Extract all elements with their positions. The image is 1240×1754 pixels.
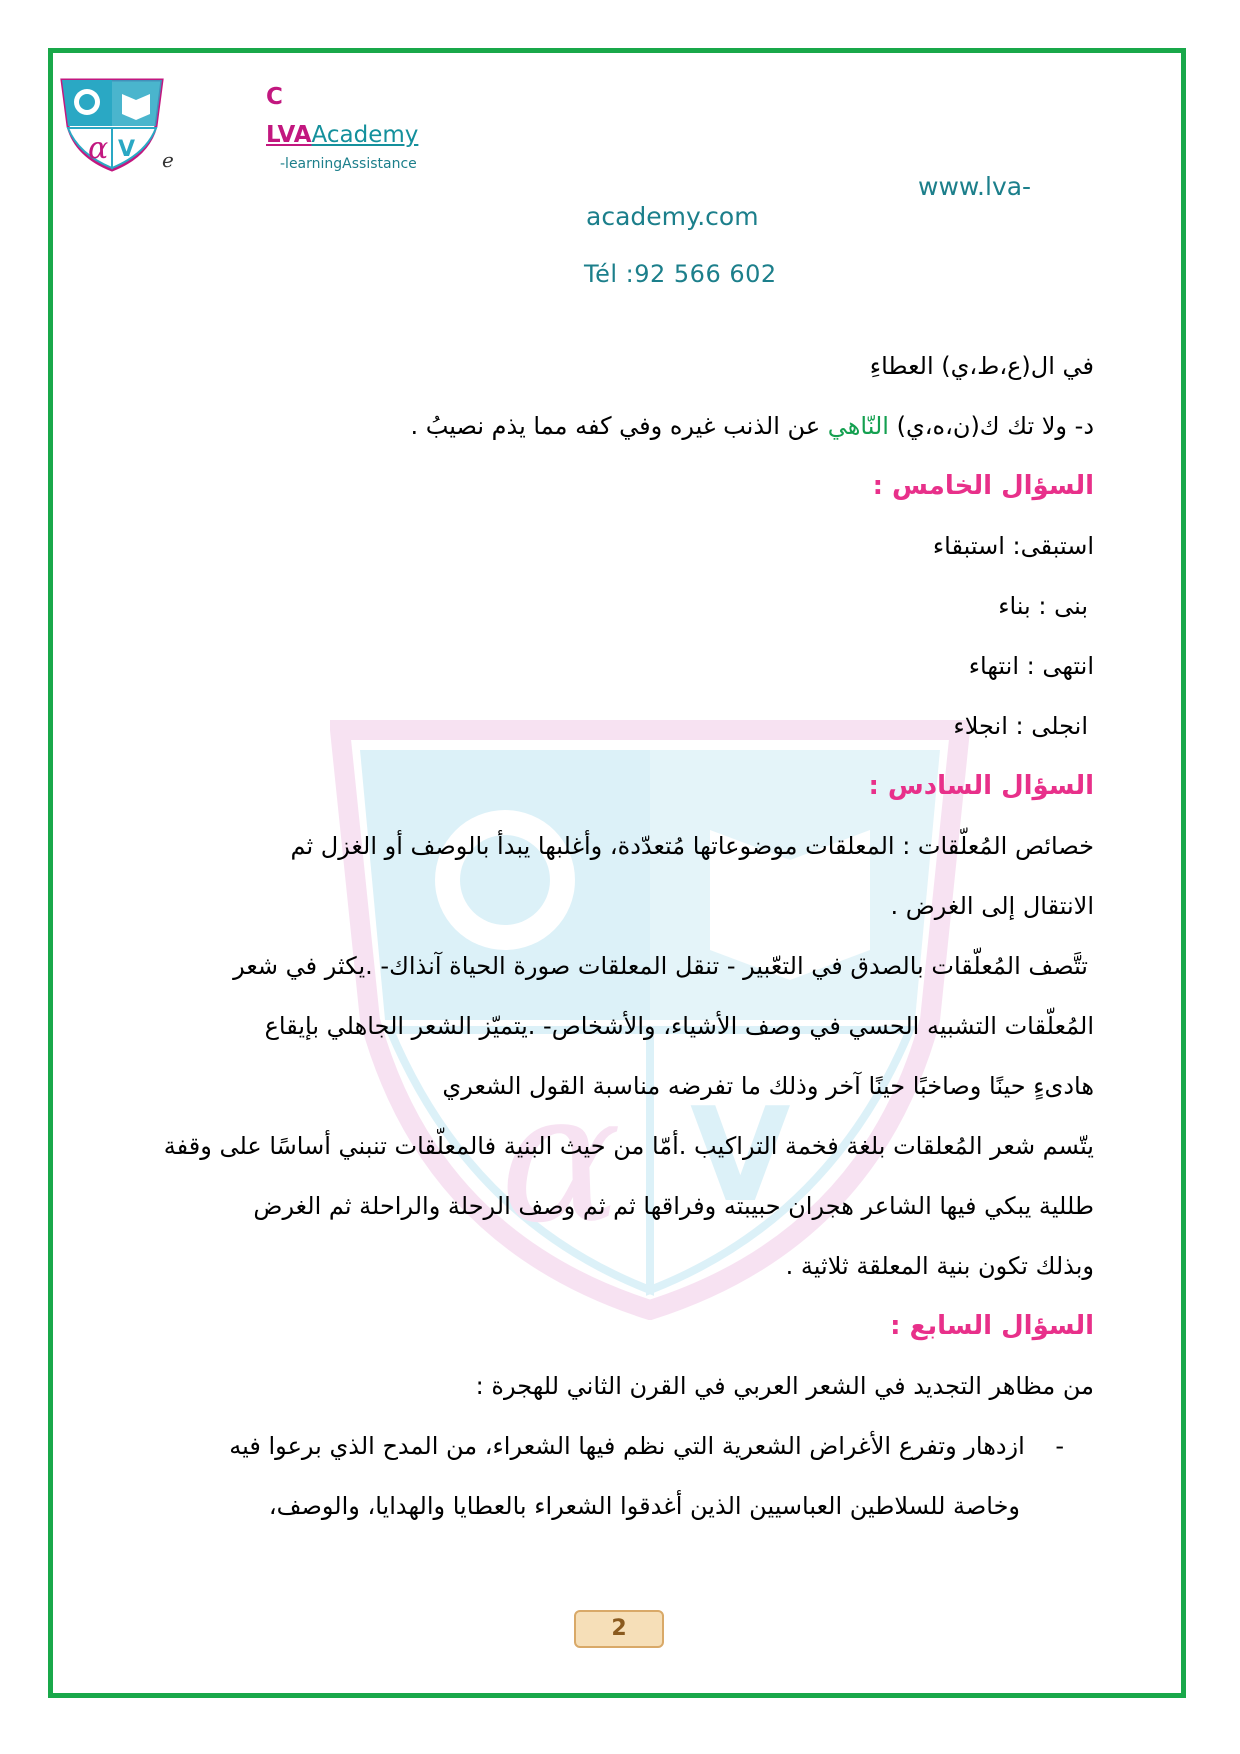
q6-line: الانتقال إلى الغرض . — [890, 892, 1094, 920]
q6-line: طللية يبكي فيها الشاعر هجران حبيبته وفراقها ثم ثم وصف الرحلة والراحلة ثم الغرض — [253, 1192, 1094, 1220]
phone-number: Tél :92 566 602 — [584, 260, 777, 288]
brand-subtitle: -learningAssistance — [280, 156, 417, 172]
q5-item: انجلى : انجلاء — [953, 712, 1088, 740]
svg-text:α: α — [88, 131, 109, 166]
q6-line: خصائص المُعلّقات : المعلقات موضوعاتها مُتعدّدة، وأغلبها يبدأ بالوصف أو الغزل ثم — [290, 832, 1094, 860]
logo-e: e — [162, 148, 174, 172]
section-heading-q6: السؤال السادس : — [868, 771, 1094, 801]
q6-line: المُعلّقات التشبيه الحسي في وصف الأشياء، والأشخاص- .يتميّز الشعر الجاهلي بإيقاع — [264, 1012, 1094, 1040]
q7-intro: من مظاهر التجديد في الشعر العربي في القرن الثاني للهجرة : — [475, 1372, 1094, 1400]
bullet-marker: - — [1055, 1432, 1064, 1460]
q5-item: بنى : بناء — [998, 592, 1088, 620]
brand-lva: LVA — [266, 122, 312, 148]
q7-bullet-continuation: وخاصة للسلاطين العباسيين الذين أغدقوا الشعراء بالعطايا والهدايا، والوصف، — [268, 1492, 1020, 1520]
website-part2[interactable]: academy.com — [586, 202, 759, 231]
q6-line: تتَّصف المُعلّقات بالصدق في التعّبير - تنقل المعلقات صورة الحياة آنذاك- .يكثر في شعر — [233, 952, 1088, 980]
text-fragment: د- ولا تك ك(ن،ه،ي) — [888, 412, 1094, 440]
brand-letter: C — [266, 84, 283, 110]
svg-text:V: V — [118, 137, 136, 162]
brand-name — [266, 122, 418, 148]
q5-item: استبقى: استبقاء — [932, 532, 1094, 560]
bullet-text: ازدهار وتفرع الأغراض الشعرية التي نظم فيها الشعراء، من المدح الذي برعوا فيه — [229, 1432, 1025, 1460]
brand-academy: Academy — [311, 122, 419, 148]
website-part1[interactable]: www.lva- — [918, 172, 1032, 201]
text-line-with-highlight — [150, 396, 1094, 456]
page-number-badge — [574, 1610, 664, 1648]
lva-academy-logo — [58, 76, 166, 172]
document-body — [150, 336, 1094, 1536]
q5-item: انتهى : انتهاء — [968, 652, 1094, 680]
section-heading-q5: السؤال الخامس : — [872, 471, 1094, 501]
q6-line: وبذلك تكون بنية المعلقة ثلاثية . — [785, 1252, 1094, 1280]
svg-text:V: V — [690, 1079, 791, 1231]
text-line: في ال(ع،ط،ي) العطاءِ — [869, 352, 1094, 380]
text-fragment: عن الذنب غيره وفي كفه مما يذم نصيبُ . — [410, 412, 828, 440]
highlighted-word: النّاهي — [827, 412, 889, 440]
q6-line: هادىءٍ حينًا وصاخبًا حينًا آخر وذلك ما تفرضه مناسبة القول الشعري — [442, 1072, 1094, 1100]
q6-line: يتّسم شعر المُعلقات بلغة فخمة التراكيب .أمّا من حيث البنية فالمعلّقات تنبني أساسًا على وقفة — [163, 1132, 1094, 1160]
svg-text:α: α — [500, 1054, 622, 1263]
section-heading-q7: السؤال السابع : — [890, 1311, 1094, 1341]
page-number: 2 — [611, 1616, 627, 1641]
q7-bullet — [150, 1416, 1094, 1476]
